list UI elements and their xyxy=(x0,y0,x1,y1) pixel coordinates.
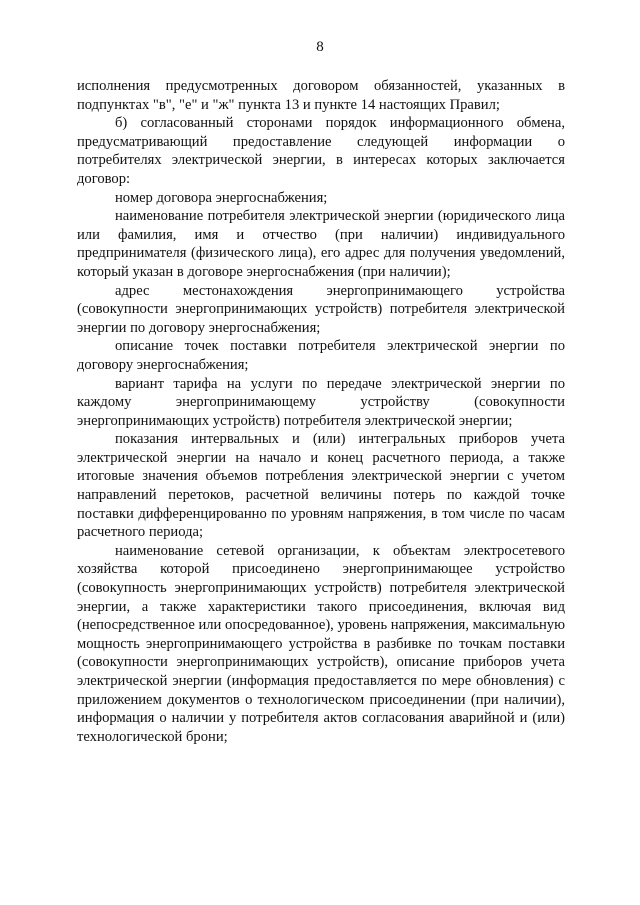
paragraph-grid-organization: наименование сетевой организации, к объектам электросетевого хозяйства которой присоединено энергопринимающее устройство (совокупность энергопринимающих устройств) потребителя электрической энергии, а также характеристики такого присоединения, включая вид (непосредственное или опосредованное), уровень напряжения, максимальную мощность энергопринимающего устройства в разбивке по точкам поставки (совокупности энергопринимающих устройств), описание приборов учета электрической энергии (информация предоставляется по мере обновления) с приложением документов о технологическом присоединении (при наличии), информация о наличии у потребителя актов согласования аварийной и (или) технологической брони; xyxy=(77,542,565,745)
paragraph-delivery-points: описание точек поставки потребителя электрической энергии по договору энергоснабжения; xyxy=(77,338,565,373)
paragraph-consumer-name: наименование потребителя электрической энергии (юридического лица или фамилия, имя и отчество (при наличии) индивидуального предпринимателя (физического лица), его адрес для получения уведомлений, который указан в договоре энергоснабжения (при наличии); xyxy=(77,208,565,280)
paragraph-tariff-option: вариант тарифа на услуги по передаче электрической энергии по каждому энергопринимающему устройству (совокупности энергопринимающих устройств) потребителя электрической энергии; xyxy=(77,375,565,429)
paragraph-item-b: б) согласованный сторонами порядок информационного обмена, предусматривающий предоставление следующей информации о потребителях электрической энергии, в интересах которых заключается договор: xyxy=(77,115,565,187)
paragraph-continuation: исполнения предусмотренных договором обязанностей, указанных в подпунктах "в", "е" и "ж" пункта 13 и пункте 14 настоящих Правил; xyxy=(77,78,565,113)
page-number: 8 xyxy=(316,39,324,55)
paragraph-meter-readings: показания интервальных и (или) интегральных приборов учета электрической энергии на начало и конец расчетного периода, а также итоговые значения объемов потребления электрической энергии с учетом направлений перетоков, расчетной величины потерь по каждой точке поставки дифференцированно по уровням напряжения, в том числе по часам расчетного периода; xyxy=(77,431,565,541)
paragraph-contract-number: номер договора энергоснабжения; xyxy=(115,189,328,206)
document-body xyxy=(77,77,565,746)
paragraph-device-address: адрес местонахождения энергопринимающего устройства (совокупности энергопринимающих устройств) потребителя электрической энергии по договору энергоснабжения; xyxy=(77,282,565,336)
